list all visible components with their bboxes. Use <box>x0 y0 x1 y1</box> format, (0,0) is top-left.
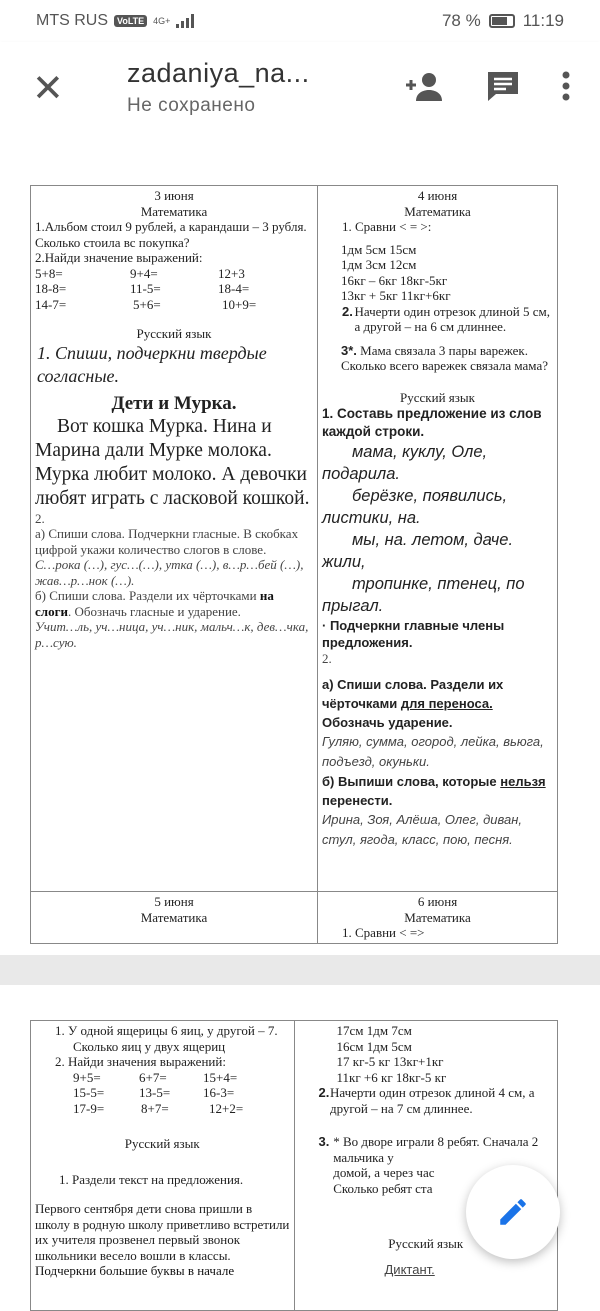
page-separator <box>0 955 600 985</box>
date-heading: 6 июня <box>417 894 458 909</box>
task-text: а) Спиши слова. Раздели их чёрточками для переноса. Обозначь ударение. <box>322 676 504 730</box>
task-text: б) Спиши слова. Раздели их чёрточками на слоги. Обозначь гласные и ударение. <box>35 588 274 619</box>
cell-june-5-continued <box>31 1021 295 1311</box>
date-heading: 4 июня <box>417 188 458 203</box>
task-text: 1.Альбом стоил 9 рублей, а карандаши – 3 рубля. Сколько стоила вс покупка? <box>35 219 307 250</box>
cell-june-6 <box>318 892 558 944</box>
task-text: б) Выпиши слова, которые нельзя перенести. <box>322 773 546 808</box>
close-icon[interactable]: ✕ <box>32 68 64 110</box>
edit-button[interactable] <box>466 1165 560 1259</box>
subject-heading: Математика <box>404 203 471 219</box>
schedule-table-page1 <box>30 185 558 944</box>
paragraph-text: Первого сентября дети снова пришли в школу в родную школу приветливо встретили их учителя прозвенел первый звонок школьники весело вошли в классы. <box>35 1201 290 1263</box>
word-list: С…рока (…), гус…(…), утка (…), в…р…бей (…), жав…р…нок (…). <box>35 557 304 588</box>
subject-heading: Русский язык <box>388 1236 464 1251</box>
subject-heading: Русский язык <box>136 326 212 341</box>
document-title: zadaniya_na... <box>127 58 310 88</box>
task-text: 1. Сравни < = >: <box>342 219 432 234</box>
task-text: 1. Раздели текст на предложения. <box>59 1171 244 1187</box>
task-text: 2. Найди значения выражений: <box>55 1054 226 1069</box>
battery-icon <box>489 14 515 28</box>
clock: 11:19 <box>522 11 564 30</box>
status-bar <box>0 0 600 42</box>
dictation-link: Диктант. <box>384 1261 435 1277</box>
task-text: 1. Составь предложение из слов каждой строки. <box>322 406 542 439</box>
document-view[interactable] <box>0 135 600 1299</box>
save-status: Не сохранено <box>127 95 256 116</box>
task-text: 3*. Мама связала 3 пары варежек. Сколько всего варежек связала мама? <box>341 342 548 373</box>
subject-heading: Русский язык <box>400 389 475 405</box>
date-heading: 5 июня <box>154 894 194 909</box>
word-list: Гуляю, сумма, огород, лейка, вьюга, подъезд, окуньки. <box>322 733 544 769</box>
volte-badge: VoLTE <box>114 15 147 27</box>
edit-pencil-icon <box>496 1195 530 1229</box>
battery-percent: 78 % <box>441 11 481 30</box>
cell-june-4 <box>318 186 558 892</box>
compare-list: 17см 1дм 7см 16см 1дм 5см 17 кг-5 кг 13кг+1кг 11кг +6 кг 18кг-5 кг <box>336 1023 447 1085</box>
expressions: 5+8= 9+4= 12+3 18-8= 11-5= 18-4= 14-7= 5+6= 10+9= <box>35 265 257 312</box>
date-heading: 3 июня <box>154 188 194 203</box>
task-text: 2.Найди значение выражений: <box>35 250 203 265</box>
cell-june-3 <box>31 186 318 892</box>
schedule-table-page2 <box>30 1020 558 1311</box>
word-list: Учит…ль, уч…ница, уч…ник, мальч…к, дев…чка, р…сую. <box>35 619 309 650</box>
cell-june-5 <box>31 892 318 944</box>
task-text: 2. Начерти один отрезок длиной 4 см, а другой – на 7 см длиннее. <box>318 1085 535 1116</box>
app-bar <box>0 42 600 135</box>
task-text: а) Спиши слова. Подчеркни гласные. В скобках цифрой укажи количество слогов в слове. <box>35 526 299 557</box>
task-text: Подчеркни большие буквы в начале <box>35 1263 235 1278</box>
expressions: 9+5= 6+7= 15+4= 15-5= 13-5= 16-3= 17-9= 8+7= 12+2= <box>73 1069 244 1116</box>
subject-heading: Математика <box>140 203 208 219</box>
network-type: 4G+ <box>153 16 171 26</box>
task-text: 1. Спиши, подчеркни твердые согласные. <box>37 342 267 386</box>
task-number: 2. <box>35 510 45 526</box>
task-text: 1. У одной ящерицы 6 яиц, у другой – 7. Сколько яиц у двух ящериц <box>55 1023 278 1054</box>
task-text: 3. * Во дворе играли 8 ребят. Сначала 2 мальчика у домой, а через час Сколько ребят ста <box>318 1134 539 1196</box>
subject-heading: Математика <box>404 909 471 925</box>
subject-heading: Русский язык <box>124 1136 200 1151</box>
signal-icon <box>176 14 194 28</box>
task-text: · Подчеркни главные члены предложения. <box>322 618 505 650</box>
story-title: Дети и Мурка. <box>111 392 237 414</box>
story-text: Вот кошка Мурка. Нина и Марина дали Мурке молока. Мурка любит молоко. А девочки любят играть с ласковой кошкой. <box>35 415 310 509</box>
task-text: 1. Сравни < => <box>342 925 425 940</box>
subject-heading: Математика <box>140 909 208 925</box>
word-lines: мама, куклу, Оле, подарила. берёзке, появились, листики, на. мы, на. летом, даче. жили, тропинке, птенец, по прыгал. <box>322 443 525 615</box>
carrier: MTS RUS <box>36 12 108 29</box>
more-options-icon[interactable] <box>562 71 570 101</box>
word-list: Ирина, Зоя, Алёша, Олег, диван, стул, ягода, класс, пою, песня. <box>322 811 523 847</box>
compare-list: 1дм 5см 15см 1дм 3см 12см 16кг – 6кг 18кг-5кг 13кг + 5кг 11кг+6кг <box>341 241 451 303</box>
task-number: 2. <box>322 651 332 666</box>
task-text: 2. Начерти один отрезок длиной 5 см, а другой – на 6 см длиннее. <box>342 303 550 334</box>
comment-icon[interactable] <box>486 70 520 102</box>
add-person-icon[interactable] <box>404 71 444 101</box>
